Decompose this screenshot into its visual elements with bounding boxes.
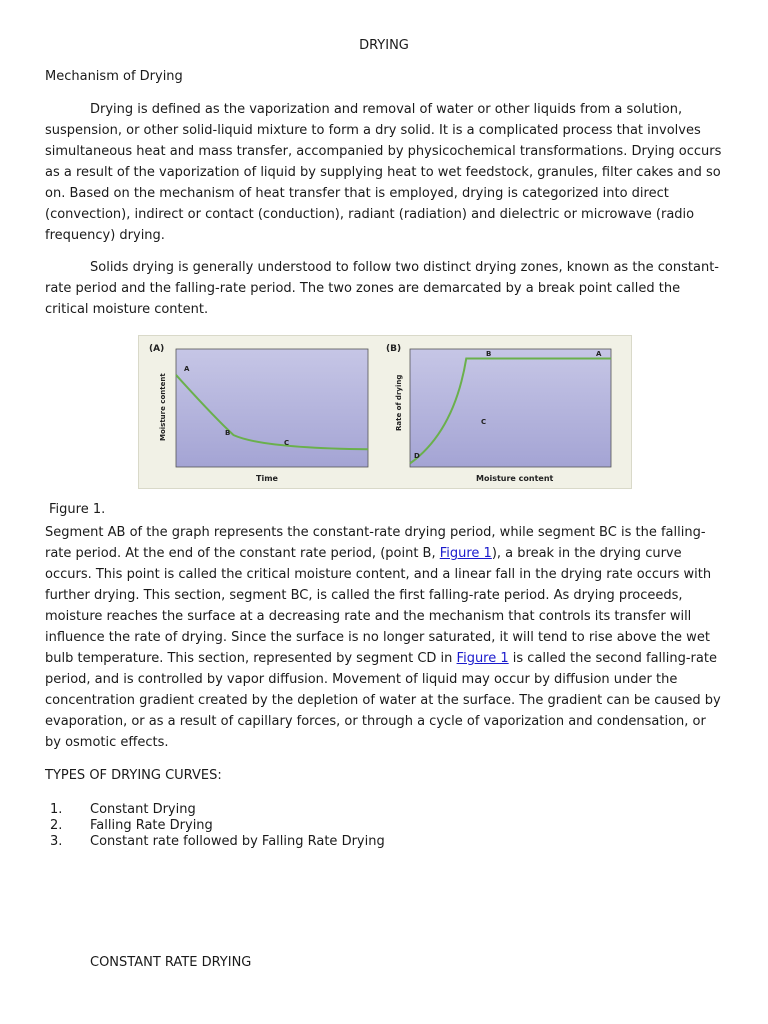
- panel-b-point-b: B: [486, 350, 492, 358]
- panel-b-label: (B): [386, 344, 402, 354]
- figure-1-link[interactable]: Figure 1: [439, 546, 492, 561]
- list-item: 3. Constant rate followed by Falling Rate Drying: [50, 834, 385, 849]
- panel-b-point-c: C: [481, 418, 487, 426]
- panel-a-xlabel: Time: [256, 474, 278, 483]
- panel-a-ylabel: Moisture content: [159, 373, 167, 441]
- paragraph-definition: Drying is defined as the vaporization and removal of water or other liquids from a solution, suspension, or other solid-liquid mixture to form a dry solid. It is a complicated process that involves simultaneous heat and mass transfer, accompanied by physicochemical transformations. Drying occurs as a result of the vaporization of liquid by supplying heat to wet feedstock, granules, filter cakes and so on. Based on the mechanism of heat transfer that is employed, drying is categorized into direct (convection), indirect or contact (conduction), radiant (radiation) and dielectric or microwave (radio frequency) drying.: [45, 102, 722, 243]
- panel-a-point-b: B: [225, 429, 231, 437]
- panel-b-point-a: A: [596, 350, 602, 358]
- panel-a-point-a: A: [184, 365, 190, 373]
- drying-curves-figure: [139, 336, 631, 488]
- panel-b-point-d: D: [414, 452, 420, 460]
- figure-1: [138, 335, 632, 489]
- section-heading-constant-rate: CONSTANT RATE DRYING: [90, 955, 252, 970]
- figure-1-link-2[interactable]: Figure 1: [456, 651, 509, 666]
- document-title: DRYING: [359, 38, 409, 53]
- drying-curve-types-list: [50, 802, 385, 850]
- panel-a-point-c: C: [284, 439, 290, 447]
- panel-b-ylabel: Rate of drying: [395, 374, 403, 431]
- types-heading: TYPES OF DRYING CURVES:: [45, 768, 222, 783]
- list-item: 2. Falling Rate Drying: [50, 818, 213, 833]
- list-item: 1. Constant Drying: [50, 802, 196, 817]
- paragraph-segments: Segment AB of the graph represents the constant-rate drying period, while segment BC is the falling-rate period. At the end of the constant rate period, (point B, Figure 1), a break in the drying curve occurs. This point is called the critical moisture content, and a linear fall in the drying rate occurs with further drying. This section, segment BC, is called the first falling-rate period. As drying proceeds, moisture reaches the surface at a decreasing rate and the mechanism that controls its transfer will influence the rate of drying. Since the surface is no longer saturated, it will tend to rise above the wet bulb temperature. This section, represented by segment CD in Figure 1 is called the second falling-rate period, and is controlled by vapor diffusion. Movement of liquid may occur by diffusion under the concentration gradient created by the depletion of water at the surface. The gradient can be caused by evaporation, or as a result of capillary forces, or through a cycle of vaporization and condensation, or by osmotic effects.: [45, 525, 721, 750]
- section-heading-mechanism: Mechanism of Drying: [45, 69, 183, 84]
- figure-caption: Figure 1.: [49, 502, 106, 517]
- panel-b-xlabel: Moisture content: [476, 474, 554, 483]
- panel-a-label: (A): [149, 344, 165, 354]
- panel-b-plot-area: [410, 349, 611, 467]
- paragraph-drying-zones: Solids drying is generally understood to follow two distinct drying zones, known as the constant-rate period and the falling-rate period. The two zones are demarcated by a break point called the critical moisture content.: [45, 260, 719, 317]
